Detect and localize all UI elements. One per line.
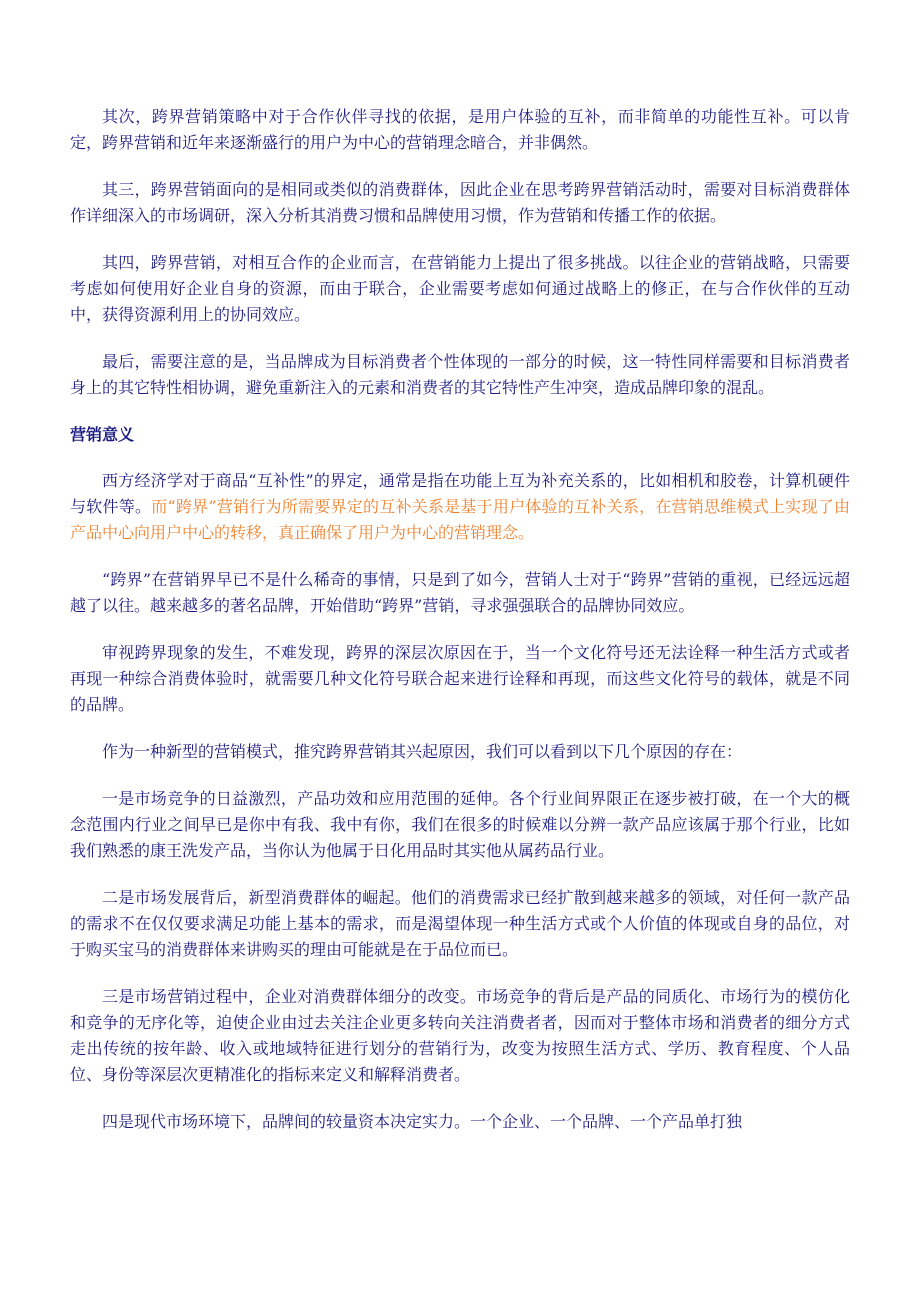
paragraph: 作为一种新型的营销模式，推究跨界营销其兴起原因，我们可以看到以下几个原因的存在：	[102, 742, 743, 761]
paragraph: 一是市场竞争的日益激烈，产品功效和应用范围的延伸。各个行业间界限正在逐步被打破，在一个大的概念范围内行业之间早已是你中有我、我中有你，我们在很多的时候难以分辨一款产品应该属于那个行业，比如我们熟悉的康王洗发产品，当你认为他属于日化用品时其实他从属药品行业。	[70, 789, 850, 860]
paragraph: 其次，跨界营销策略中对于合作伙伴寻找的依据，是用户体验的互补，而非简单的功能性互补。可以肯定，跨界营销和近年来逐渐盛行的用户为中心的营销理念暗合，并非偶然。	[70, 107, 850, 152]
highlighted-text: 而“跨界”营销行为所需要界定的互补关系是基于用户体验的互补关系，在营销思维模式上实现了由产品中心向用户中心的转移，真正确保了用户为中心的营销理念。	[70, 497, 850, 542]
paragraph: 三是市场营销过程中，企业对消费群体细分的改变。市场竞争的背后是产品的同质化、市场行为的模仿化和竞争的无序化等，迫使企业由过去关注企业更多转向关注消费者者，因而对于整体市场和消费者的细分方式走出传统的按年龄、收入或地域特征进行划分的营销行为，改变为按照生活方式、学历、教育程度、个人品位、身份等深层次更精准化的指标来定义和解释消费者。	[70, 987, 850, 1084]
paragraph: 其三，跨界营销面向的是相同或类似的消费群体，因此企业在思考跨界营销活动时，需要对目标消费群体作详细深入的市场调研，深入分析其消费习惯和品牌使用习惯，作为营销和传播工作的依据。	[70, 180, 850, 225]
paragraph: 四是现代市场环境下，品牌间的较量资本决定实力。一个企业、一个品牌、一个产品单打独	[102, 1112, 743, 1131]
paragraph: 其四，跨界营销，对相互合作的企业而言，在营销能力上提出了很多挑战。以往企业的营销战略，只需要考虑如何使用好企业自身的资源，而由于联合，企业需要考虑如何通过战略上的修正，在与合作伙伴的互动中，获得资源利用上的协同效应。	[70, 253, 850, 324]
paragraph: 二是市场发展背后，新型消费群体的崛起。他们的消费需求已经扩散到越来越多的领域，对任何一款产品的需求不在仅仅要求满足功能上基本的需求，而是渴望体现一种生活方式或个人价值的体现或自身的品位，对于购买宝马的消费群体来讲购买的理由可能就是在于品位而已。	[70, 888, 850, 959]
paragraph-with-highlight	[70, 468, 850, 546]
section-heading: 营销意义	[70, 425, 135, 444]
paragraph-text: 西方经济学对于商品“互补性”的界定，通常是指在功能上互为补充关系的，比如相机和胶卷，计算机硬件与软件等。	[70, 471, 850, 516]
document-page	[70, 104, 850, 1156]
paragraph: 审视跨界现象的发生，不难发现，跨界的深层次原因在于，当一个文化符号还无法诠释一种生活方式或者再现一种综合消费体验时，就需要几种文化符号联合起来进行诠释和再现，而这些文化符号的载体，就是不同的品牌。	[70, 643, 850, 714]
paragraph: “跨界”在营销界早已不是什么稀奇的事情，只是到了如今，营销人士对于“跨界”营销的重视，已经远远超越了以往。越来越多的著名品牌，开始借助“跨界”营销，寻求强强联合的品牌协同效应。	[70, 570, 850, 615]
paragraph: 最后，需要注意的是，当品牌成为目标消费者个性体现的一部分的时候，这一特性同样需要和目标消费者身上的其它特性相协调，避免重新注入的元素和消费者的其它特性产生冲突，造成品牌印象的混乱。	[70, 352, 850, 397]
